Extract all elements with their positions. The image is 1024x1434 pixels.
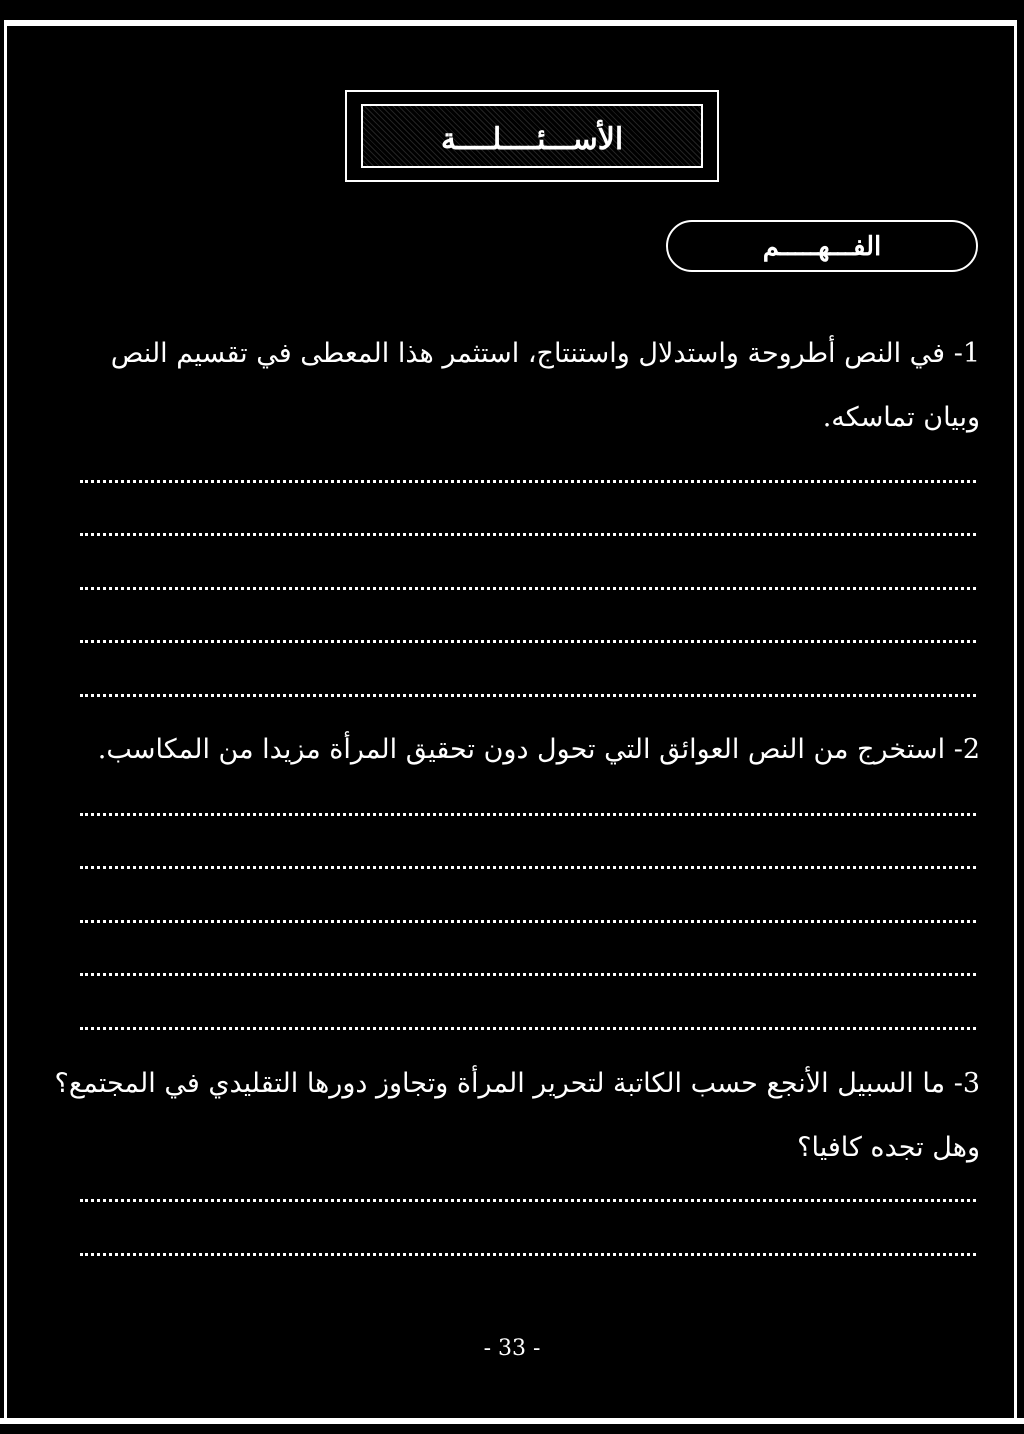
question-1-text: في النص أطروحة واستدلال واستنتاج، استثمر هذا المعطى في تقسيم النص وبيان تماسكه. [110,338,980,433]
title-inner-panel [361,104,703,168]
answer-line[interactable] [80,973,976,976]
answer-line[interactable] [80,694,976,697]
question-2-text: استخرج من النص العوائق التي تحول دون تحقيق المرأة مزيدا من المكاسب. [97,734,946,765]
question-1-number: 1- [953,338,980,369]
question-1 [50,322,980,450]
answer-line[interactable] [80,920,976,923]
page-title: الأســـئــــلــــة [440,122,624,157]
page-number: - 33 - [483,1336,541,1361]
answer-line[interactable] [80,1199,976,1202]
answer-line[interactable] [80,813,976,816]
answer-line[interactable] [80,640,976,643]
title-box [345,90,719,182]
question-2 [50,718,980,782]
answer-line[interactable] [80,1027,976,1030]
answer-line[interactable] [80,480,976,483]
answer-line[interactable] [80,1253,976,1256]
answer-line[interactable] [80,533,976,536]
answer-line[interactable] [80,866,976,869]
bottom-rule [0,1418,1024,1424]
question-3-number: 3- [953,1068,980,1099]
question-3 [50,1052,980,1180]
answer-line[interactable] [80,587,976,590]
question-2-number: 2- [953,734,980,765]
section-label-pill [666,220,978,272]
section-label: الفـــهـــــم [762,232,882,262]
question-3-text: ما السبيل الأنجع حسب الكاتبة لتحرير المرأة وتجاوز دورها التقليدي في المجتمع؟ وهل تجده كافيا؟ [54,1068,980,1163]
